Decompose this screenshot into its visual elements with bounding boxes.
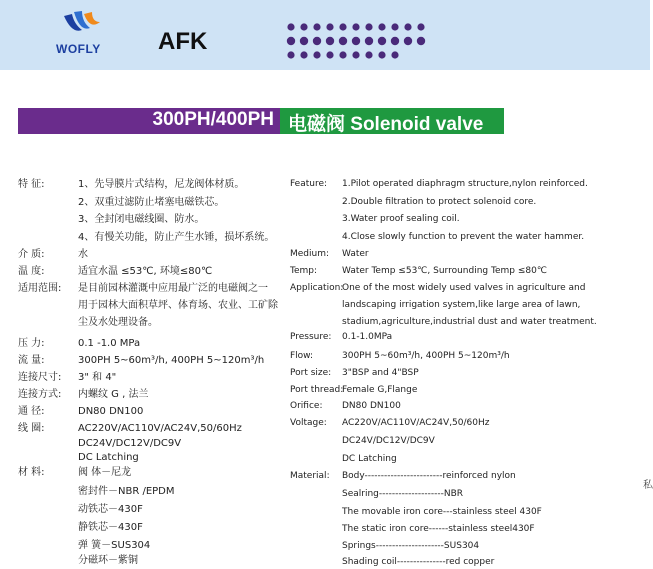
en-thread-label: Port thread:	[290, 385, 344, 395]
en-voltage-label: Voltage:	[290, 418, 327, 428]
en-material-3: The movable iron core---stainless steel 430F	[342, 507, 542, 517]
decor-dot	[339, 37, 347, 45]
cn-pressure: 0.1 -1.0 MPa	[78, 338, 141, 349]
en-thread: Female G,Flange	[342, 385, 418, 395]
page-header	[0, 0, 650, 70]
decor-dot	[365, 23, 372, 30]
decor-dot	[287, 23, 294, 30]
en-temp-label: Temp:	[290, 266, 318, 276]
cn-orifice-label: 通 径:	[18, 406, 45, 417]
cn-feature-1: 1、先导膜片式结构，尼龙阀体材质。	[78, 179, 245, 190]
cn-thread-label: 连接方式:	[18, 389, 62, 400]
en-app-label: Application:	[290, 283, 344, 293]
decor-dot	[352, 23, 359, 30]
decor-dot	[326, 37, 334, 45]
decor-dot	[378, 51, 385, 58]
cn-app-2: 用于园林大面积草坪、体育场、农业、工矿除	[78, 300, 278, 311]
en-feature-label: Feature:	[290, 179, 328, 189]
cn-material-2: 密封件－NBR /EPDM	[78, 486, 175, 497]
en-feature-1: 1.Pilot operated diaphragm structure,nylon reinforced.	[342, 179, 588, 189]
banner-model	[18, 108, 280, 134]
decor-dot	[378, 37, 386, 45]
decor-dot	[352, 37, 360, 45]
en-app-1: One of the most widely used valves in agriculture and	[342, 283, 586, 293]
decor-dot	[339, 23, 346, 30]
decor-dot	[365, 37, 373, 45]
en-orifice-label: Orifice:	[290, 401, 323, 411]
banner-model-text: 300PH/400PH	[152, 109, 274, 130]
decor-dot	[300, 51, 307, 58]
cn-orifice: DN80 DN100	[78, 406, 144, 417]
cn-feature-label: 特 征:	[18, 179, 45, 190]
en-temp: Water Temp ≤53℃, Surrounding Temp ≤80℃	[342, 266, 547, 276]
dot-pattern-decoration	[285, 20, 435, 62]
en-material-6: Shading coil---------------red copper	[342, 557, 495, 567]
en-feature-4: 4.Close slowly function to prevent the water hammer.	[342, 232, 585, 242]
decor-dot	[339, 51, 346, 58]
decor-dot	[313, 37, 321, 45]
model-title: AFK	[158, 28, 208, 55]
cn-size: 3" 和 4"	[78, 372, 117, 383]
wofly-logo-icon	[60, 8, 104, 38]
cn-feature-2: 2、双重过滤防止堵塞电磁铁芯。	[78, 197, 225, 208]
en-material-4: The static iron core------stainless steel430F	[342, 524, 535, 534]
en-size: 3"BSP and 4"BSP	[342, 368, 419, 378]
en-size-label: Port size:	[290, 368, 332, 378]
en-material-1: Body------------------------reinforced nylon	[342, 471, 516, 481]
decor-dot	[326, 51, 333, 58]
en-flow-label: Flow:	[290, 351, 314, 361]
cn-coil-label: 线 圈:	[18, 423, 45, 434]
cn-app-3: 尘及水处理设备。	[78, 317, 158, 328]
cn-material-label: 材 料:	[18, 467, 45, 478]
cn-temp: 适宜水温 ≤53℃, 环境≤80℃	[78, 266, 213, 277]
banner-product-text: 电磁阀 Solenoid valve	[288, 114, 484, 135]
cn-size-label: 连接尺寸:	[18, 372, 62, 383]
cn-flow: 300PH 5~60m³/h, 400PH 5~120m³/h	[78, 355, 265, 366]
cn-medium: 水	[78, 249, 88, 260]
cn-pressure-label: 压 力:	[18, 338, 45, 349]
en-feature-3: 3.Water proof sealing coil.	[342, 214, 460, 224]
logo-text: WOFLY	[56, 42, 101, 56]
en-app-3: stadium,agriculture,industrial dust and water treatment.	[342, 317, 597, 327]
en-pressure-label: Pressure:	[290, 332, 332, 342]
decor-dot	[365, 51, 372, 58]
en-voltage-3: DC Latching	[342, 454, 397, 464]
decor-dot	[417, 37, 425, 45]
decor-dot	[404, 37, 412, 45]
en-flow: 300PH 5~60m³/h, 400PH 5~120m³/h	[342, 351, 510, 361]
cn-feature-4: 4、有慢关功能，防止产生水锤，损坏系统。	[78, 232, 275, 243]
cn-feature-3: 3、全封闭电磁线圈、防水。	[78, 214, 205, 225]
decor-dot	[352, 51, 359, 58]
cn-app-1: 是目前园林灌溉中应用最广泛的电磁阀之一	[78, 283, 268, 294]
cn-material-5: 弹 簧－SUS304	[78, 540, 151, 551]
en-material-2: Sealring--------------------NBR	[342, 489, 463, 499]
decor-dot	[300, 37, 308, 45]
title-banner	[18, 108, 504, 134]
en-material-label: Material:	[290, 471, 330, 481]
en-feature-2: 2.Double filtration to protect solenoid core.	[342, 197, 537, 207]
cn-material-6: 分磁环－紫铜	[78, 555, 138, 566]
cn-medium-label: 介 质:	[18, 249, 45, 260]
decor-dot	[313, 23, 320, 30]
cn-material-1: 阀 体－尼龙	[78, 467, 132, 478]
decor-dot	[313, 51, 320, 58]
decor-dot	[391, 23, 398, 30]
en-orifice: DN80 DN100	[342, 401, 401, 411]
en-material-5: Springs---------------------SUS304	[342, 541, 480, 551]
cn-coil-3: DC Latching	[78, 452, 139, 463]
cn-material-3: 动铁芯－430F	[78, 504, 143, 515]
cn-app-label: 适用范围:	[18, 283, 62, 294]
cn-material-4: 静铁芯－430F	[78, 522, 143, 533]
cn-thread: 内螺纹 G , 法兰	[78, 389, 149, 400]
en-voltage-1: AC220V/AC110V/AC24V,50/60Hz	[342, 418, 490, 428]
en-pressure: 0.1-1.0MPa	[342, 332, 393, 342]
decor-dot	[391, 37, 399, 45]
decor-dot	[417, 23, 424, 30]
cn-coil-2: DC24V/DC12V/DC9V	[78, 438, 182, 449]
decor-dot	[287, 51, 294, 58]
en-medium: Water	[342, 249, 369, 259]
en-voltage-2: DC24V/DC12V/DC9V	[342, 436, 435, 446]
banner-product	[280, 108, 504, 134]
decor-dot	[378, 23, 385, 30]
cropped-edge-glyph: 私	[643, 480, 653, 491]
cn-coil-1: AC220V/AC110V/AC24V,50/60Hz	[78, 423, 242, 434]
cn-flow-label: 流 量:	[18, 355, 45, 366]
en-app-2: landscaping irrigation system,like large area of lawn,	[342, 300, 581, 310]
decor-dot	[326, 23, 333, 30]
decor-dot	[287, 37, 295, 45]
decor-dot	[300, 23, 307, 30]
decor-dot	[404, 23, 411, 30]
cn-temp-label: 温 度:	[18, 266, 45, 277]
decor-dot	[391, 51, 398, 58]
en-medium-label: Medium:	[290, 249, 330, 259]
